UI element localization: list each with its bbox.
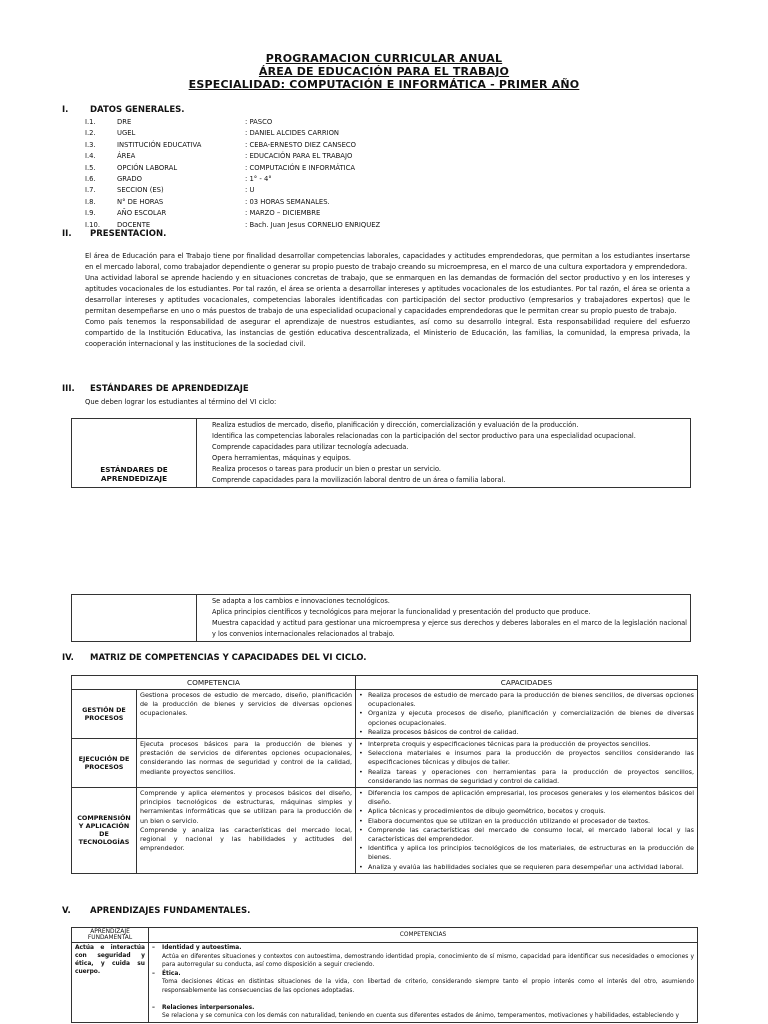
list-item: • Identifica y aplica los principios tecnológicos de los materiales, de estructuras en la producción de bienes.: [359, 844, 694, 862]
section-number: II.: [62, 229, 72, 239]
bullet-icon: [200, 442, 212, 453]
datos-row-value: : 1° - 4°: [245, 175, 272, 184]
competencia-label: GESTIÓN DE PROCESOS: [72, 690, 137, 739]
datos-row-value: : 03 HORAS SEMANALES.: [245, 197, 330, 206]
estandares-intro: Que deben lograr los estudiantes al término del VI ciclo:: [85, 398, 277, 406]
datos-row: [85, 174, 380, 185]
section-title: PRESENTACION.: [90, 229, 167, 239]
competencia-description: Ejecuta procesos básicos para la producción de bienes y prestación de servicios de diferentes opciones ocupacionales, considerando las normas de seguridad y control de la calidad, mediante proyectos sencillos.: [137, 739, 356, 788]
datos-row-number: I.3.: [85, 140, 96, 149]
bullet-icon: [200, 420, 212, 431]
presentacion-paragraph-1: El área de Educación para el Trabajo tiene por finalidad desarrollar competencias laborales, capacidades y actitudes emprendedoras, que permitan a los estudiantes insertarse en el mercado laboral, como trabajador dependiente o generar su propio puesto de trabajo creando su microempresa, en el marco de una cultura exportadora y emprendedora.: [85, 252, 690, 271]
table-header-row: [72, 928, 698, 943]
list-item: – Relaciones interpersonales.: [152, 1004, 255, 1011]
presentacion-paragraph-2: Una actividad laboral se aprende haciendo y en situaciones concretas de trabajo, que se enmarquen en las demandas de formación del sector productivo y en los intereses y aptitudes vocacionales de los estudiantes. Por tal razón, el área se orienta a desarrollar intereses y aptitudes vocacionales de los estudiantes. Por tal razón, el área se orienta a desarrollar intereses y aptitudes vocacionales, competencias laborales identificadas con participación del sector productivo (empresarios y trabajadores expertos) que le permitan desempeñarse en uno o más puestos de trabajo de una especialidad ocupacional y capacidades emprendedoras que le permitan crear su propio puesto de trabajo.: [85, 274, 690, 315]
section-number: III.: [62, 384, 75, 394]
estandares-label-empty: [72, 595, 197, 642]
datos-row: [85, 208, 380, 219]
estandares-table-part-2: [71, 594, 691, 642]
bullet-icon: [200, 596, 212, 607]
datos-row-number: I.4.: [85, 152, 96, 161]
list-item: • Selecciona materiales e insumos para la producción de proyectos sencillos considerando las especificaciones técnicas y dibujos de taller.: [359, 749, 694, 767]
list-item: • Organiza y ejecuta procesos de diseño, planificación y comercialización de bienes de diversas opciones ocupacionales.: [359, 709, 694, 727]
column-header-aprendizaje: APRENDIZAJE FUNDAMENTAL: [72, 928, 149, 943]
datos-row-value: : CEBA-ERNESTO DIEZ CANSECO: [245, 140, 357, 149]
datos-row-value: : DANIEL ALCIDES CARRION: [245, 129, 340, 138]
title-line-2: ÁREA DE EDUCACIÓN PARA EL TRABAJO: [258, 65, 510, 78]
section-number: IV.: [62, 653, 74, 663]
datos-row-label: INSTITUCIÓN EDUCATIVA: [117, 140, 202, 149]
list-item: • Comprende las características del mercado de consumo local, el mercado laboral local y las características del emprendedor.: [359, 825, 694, 844]
datos-row-label: GRADO: [117, 175, 142, 184]
list-item: Realiza estudios de mercado, diseño, planificación y dirección, comercialización y evaluación de la producción.: [200, 420, 687, 431]
datos-row-label: SECCION (ES): [117, 186, 164, 195]
datos-row: [85, 151, 380, 162]
list-item: Identifica las competencias laborales relacionadas con la participación del sector productivo para una especialidad ocupacional.: [200, 431, 687, 442]
bullet-icon: [200, 464, 212, 475]
column-header-competencias: COMPETENCIAS: [149, 928, 698, 943]
datos-row-label: N° DE HORAS: [117, 197, 164, 206]
competencias-cell: – Identidad y autoestima. Actúa en diferentes situaciones y contextos con autoestima, demostrando identidad propia, conocimiento de sí mismo, capacidad para identificar sus necesidades o emociones y para autorregular su conducta, así como disposición a seguir creciendo. – Ética. Toma decisiones éticas en distintas situaciones de la vida, con libertad de criterio, considerando siempre tanto el propio interés como el interés del otro, asumiendo responsablemente las consecuencias de las opciones adoptadas. – Relaciones interpersonales. Se relaciona y se comunica con los demás con naturalidad, teniendo en cuenta sus diferentes estados de ánimo, temperamentos, motivaciones y habilidades, estableciendo y: [149, 943, 698, 1023]
capacidades-cell: [356, 690, 698, 739]
list-item: – Identidad y autoestima.: [152, 945, 242, 951]
datos-row: [85, 140, 380, 151]
section-number: I.: [62, 105, 69, 115]
column-header-competencia: COMPETENCIA: [72, 676, 356, 690]
datos-row: [85, 197, 380, 208]
competencias-table: [71, 675, 698, 874]
datos-row-number: I.5.: [85, 163, 96, 172]
datos-row-label: DOCENTE: [117, 220, 151, 229]
presentacion-text: [85, 251, 690, 350]
datos-row: [85, 117, 380, 128]
datos-row-number: I.7.: [85, 186, 96, 195]
datos-row-number: I.6.: [85, 175, 96, 184]
datos-row-label: DRE: [117, 118, 132, 126]
column-header-capacidades: CAPACIDADES: [356, 676, 698, 690]
bullet-icon: [200, 607, 212, 618]
title-line-3: ESPECIALIDAD: COMPUTACIÓN E INFORMÁTICA - PRIMER AÑO: [188, 78, 580, 91]
datos-row: [85, 128, 380, 139]
datos-row-number: I.8.: [85, 197, 96, 206]
section-matriz-heading: [62, 653, 366, 663]
bullet-icon: [200, 431, 212, 442]
datos-row-value: : EDUCACIÓN PARA EL TRABAJO: [245, 152, 353, 161]
table-row: [72, 788, 698, 874]
table-row: [72, 690, 698, 739]
list-item: • Diferencia los campos de aplicación empresarial, los procesos generales y los elementos básicos del diseño.: [359, 789, 694, 807]
estandares-table-part-1: [71, 418, 691, 488]
competencia-description: Gestiona procesos de estudio de mercado, diseño, planificación de la producción de bienes y servicios de diversas opciones ocupacionales.: [137, 690, 356, 739]
table-header-row: [72, 676, 698, 690]
section-datos-heading: [62, 105, 184, 115]
list-item: • Analiza y evalúa las habilidades sociales que se requieren para desempeñar una actividad laboral.: [359, 862, 684, 871]
datos-row-label: UGEL: [117, 129, 136, 138]
aprendizajes-table: [71, 927, 698, 1023]
capacidades-cell: [356, 739, 698, 788]
section-number: V.: [62, 906, 71, 916]
competencia-description: Comprende y aplica elementos y procesos básicos del diseño, principios tecnológicos de estructuras, máquinas simples y herramientas informáticas que se utilizan para la producción de un bien o servicio. Comprende y analiza las características del mercado local, regional y nacional y las habilidades y actitudes del emprendedor.: [137, 788, 356, 874]
datos-row-value: : MARZO – DICIEMBRE: [245, 209, 321, 218]
table-row: [72, 739, 698, 788]
list-item: • Aplica técnicas y procedimientos de dibujo geométrico, bocetos y croquis.: [359, 807, 606, 816]
datos-generales-list: [85, 117, 380, 231]
section-title: ESTÁNDARES DE APRENDEDIZAJE: [90, 384, 249, 394]
section-estandares-heading: [62, 384, 249, 394]
section-title: MATRIZ DE COMPETENCIAS Y CAPACIDADES DEL VI CICLO.: [90, 653, 367, 663]
datos-row-number: I.10.: [85, 220, 100, 229]
list-item: Aplica principios científicos y tecnológicos para mejorar la funcionalidad y presentación del producto que produce.: [200, 607, 687, 618]
datos-row-label: OPCIÓN LABORAL: [117, 163, 178, 172]
capacidades-cell: [356, 788, 698, 874]
list-item: Realiza procesos o tareas para producir un bien o prestar un servicio.: [200, 464, 687, 475]
list-item: • Realiza tareas y operaciones con herramientas para la producción de proyectos sencillos, considerando las normas de seguridad y control de calidad.: [359, 767, 694, 785]
datos-row-number: I.2.: [85, 129, 96, 138]
title-line-1: PROGRAMACION CURRICULAR ANUAL: [265, 52, 503, 65]
list-item: – Ética.: [152, 970, 181, 977]
list-item: Comprende capacidades para utilizar tecnología adecuada.: [200, 442, 687, 453]
estandares-items-cell: [197, 595, 691, 642]
datos-row-value: : PASCO: [245, 118, 273, 126]
presentacion-paragraph-3: Como país tenemos la responsabilidad de asegurar el aprendizaje de nuestros estudiantes, así como su desarrollo integral. Esta responsabilidad requiere del esfuerzo compartido de la Institución Educativa, las instancias de gestión educativa descentralizada, el Ministerio de Educación, las familias, la comunidad, la empresa privada, la cooperación internacional y las instituciones de la sociedad civil.: [85, 318, 690, 348]
list-item: Muestra capacidad y actitud para gestionar una microempresa y ejerce sus derechos y deberes laborales en el marco de la legislación nacional y los convenios internacionales relacionados al trabajo.: [200, 618, 687, 640]
datos-row-value: : U: [245, 186, 255, 195]
bullet-icon: [200, 475, 212, 486]
section-title: APRENDIZAJES FUNDAMENTALES.: [90, 906, 251, 916]
list-item: Opera herramientas, máquinas y equipos.: [200, 453, 687, 464]
estandares-items-cell: [197, 419, 691, 488]
document-title: [0, 52, 768, 91]
datos-row-label: AÑO ESCOLAR: [117, 209, 167, 218]
section-title: DATOS GENERALES.: [90, 105, 185, 115]
section-presentacion-heading: [62, 229, 166, 239]
list-item: Se adapta a los cambios e innovaciones tecnológicos.: [200, 596, 687, 607]
competencia-label: EJECUCIÓN DE PROCESOS: [72, 739, 137, 788]
datos-row-label: ÁREA: [117, 152, 136, 161]
list-item: • Realiza procesos básicos de control de calidad.: [359, 727, 519, 736]
aprendizaje-label: Actúa e interactúa con seguridad y ética, y cuida su cuerpo.: [72, 943, 149, 1023]
list-item: Comprende capacidades para la movilización laboral dentro de un área o familia laboral.: [200, 475, 687, 486]
list-item: • Elabora documentos que se utilizan en la producción utilizando el procesador de textos.: [359, 816, 651, 825]
bullet-icon: [200, 453, 212, 464]
datos-row-value: : Bach. Juan Jesus CORNELIO ENRIQUEZ: [245, 220, 381, 229]
competencia-label: COMPRENSIÓN Y APLICACIÓN DE TECNOLOGÍAS: [72, 788, 137, 874]
bullet-icon: [200, 618, 212, 640]
datos-row-number: I.9.: [85, 209, 96, 218]
datos-row-number: I.1.: [85, 118, 96, 126]
list-item: • Realiza procesos de estudio de mercado para la producción de bienes sencillos, de diversas opciones ocupacionales.: [359, 691, 694, 709]
section-aprendizajes-heading: [62, 906, 250, 916]
estandares-label: ESTÁNDARES DE APRENDEDIZAJE: [72, 419, 197, 488]
datos-row-value: : COMPUTACIÓN E INFORMÁTICA: [245, 163, 356, 172]
datos-row: [85, 185, 380, 196]
table-row: [72, 943, 698, 1023]
datos-row: [85, 163, 380, 174]
list-item: • Interpreta croquis y especificaciones técnicas para la producción de proyectos sencillos.: [359, 740, 651, 749]
